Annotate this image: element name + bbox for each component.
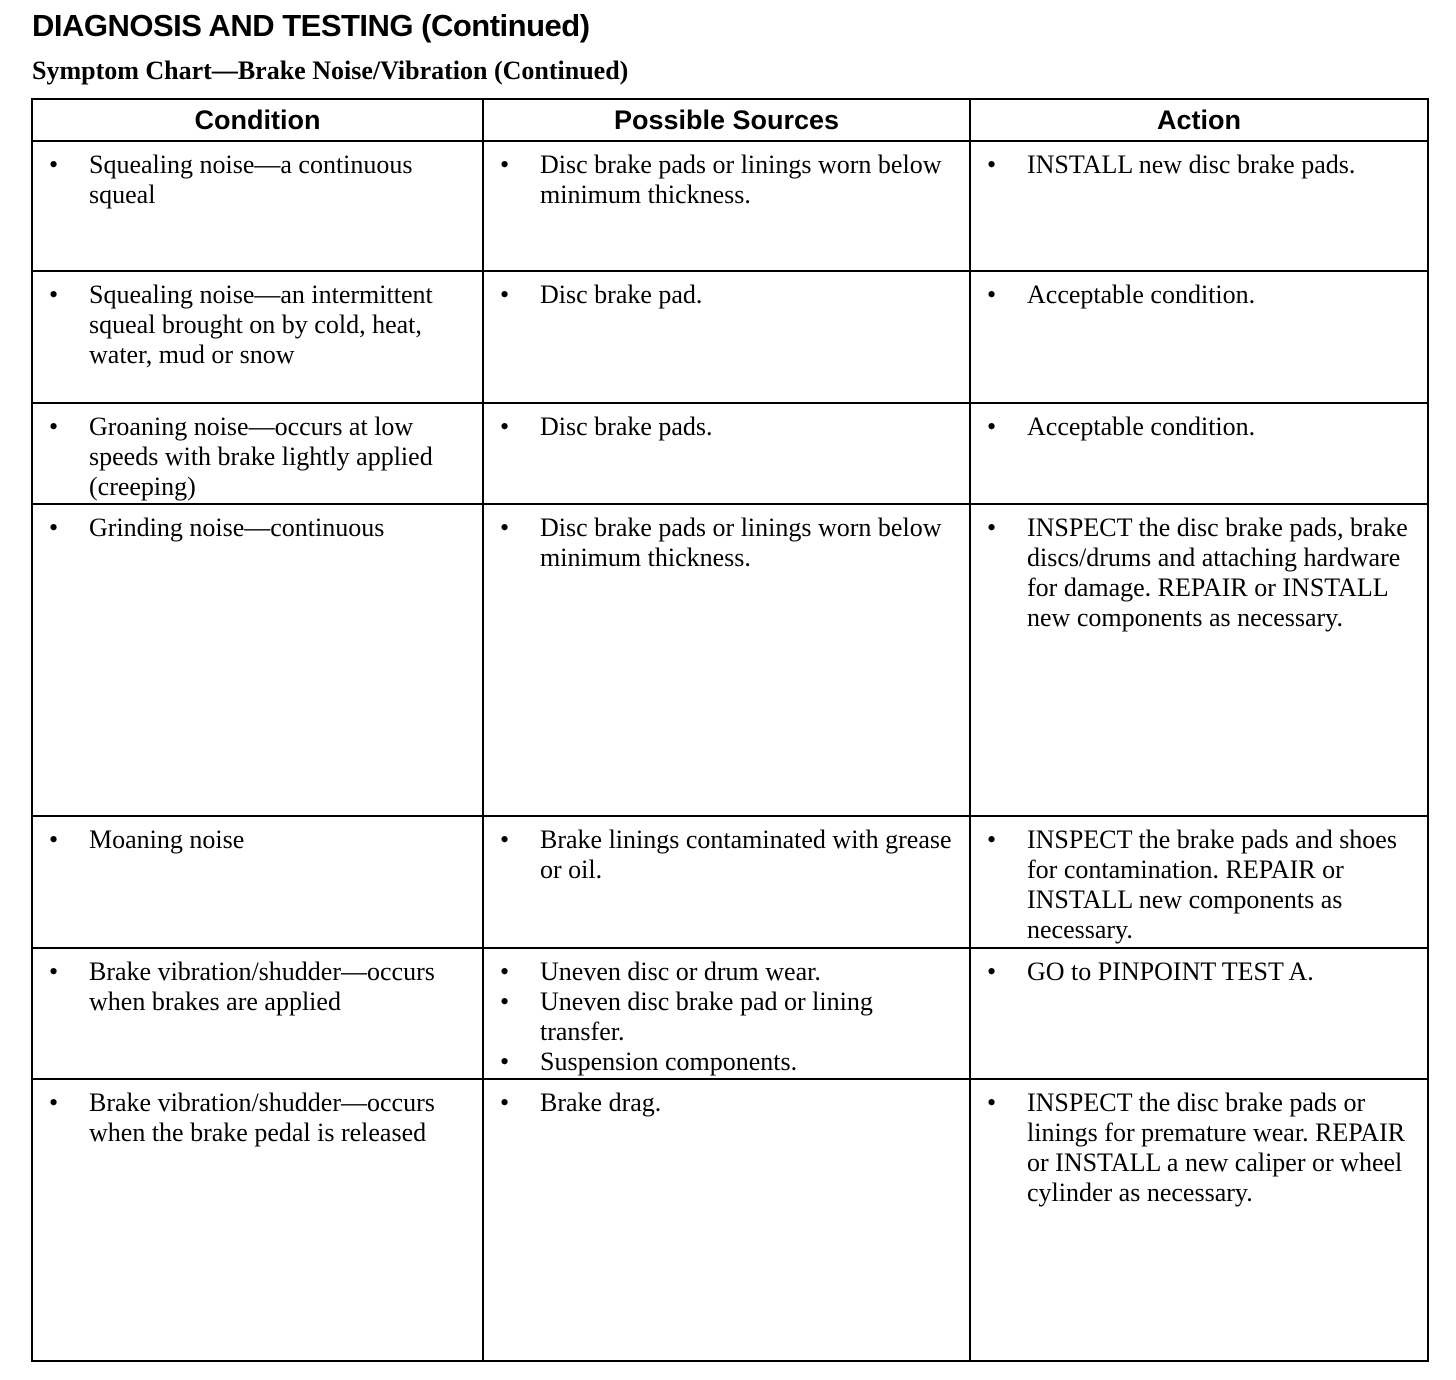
list-item: • INSPECT the disc brake pads or linings for premature wear. REPAIR or INSTALL a new caliper or wheel cylinder as necessary. xyxy=(987,1088,1419,1208)
action-cell xyxy=(970,141,1428,271)
list-item: • Brake vibration/shudder—occurs when the brake pedal is released xyxy=(49,1088,474,1148)
list-item: • Suspension components. xyxy=(500,1047,961,1077)
condition-cell xyxy=(32,816,483,948)
table-header-row xyxy=(32,99,1428,141)
table-row xyxy=(32,403,1428,504)
column-header-action: Action xyxy=(970,99,1428,141)
list-item: • INSPECT the disc brake pads, brake discs/drums and attaching hardware for damage. REPAIR or INSTALL new components as necessary. xyxy=(987,513,1419,633)
list-item: • Disc brake pads or linings worn below minimum thickness. xyxy=(500,513,961,573)
condition-cell xyxy=(32,403,483,504)
symptom-chart-table xyxy=(31,98,1429,1362)
action-cell xyxy=(970,948,1428,1079)
table-row xyxy=(32,141,1428,271)
chart-subtitle: Symptom Chart—Brake Noise/Vibration (Continued) xyxy=(32,56,629,85)
list-item: • INSTALL new disc brake pads. xyxy=(987,150,1419,180)
table-row xyxy=(32,271,1428,403)
column-header-possible-sources: Possible Sources xyxy=(483,99,970,141)
list-item: • Brake drag. xyxy=(500,1088,961,1118)
table-row xyxy=(32,1079,1428,1361)
list-item: • Brake vibration/shudder—occurs when brakes are applied xyxy=(49,957,474,1017)
list-item: • Uneven disc or drum wear. xyxy=(500,957,961,987)
sources-cell xyxy=(483,141,970,271)
action-cell xyxy=(970,403,1428,504)
sources-cell xyxy=(483,271,970,403)
list-item: • Disc brake pads or linings worn below minimum thickness. xyxy=(500,150,961,210)
list-item: • Squealing noise—an intermittent squeal brought on by cold, heat, water, mud or snow xyxy=(49,280,474,370)
list-item: • Disc brake pads. xyxy=(500,412,961,442)
list-item: • Brake linings contaminated with grease or oil. xyxy=(500,825,961,885)
table-row xyxy=(32,504,1428,816)
list-item: • Uneven disc brake pad or lining transfer. xyxy=(500,987,961,1047)
list-item: • Disc brake pad. xyxy=(500,280,961,310)
sources-cell xyxy=(483,1079,970,1361)
condition-cell xyxy=(32,948,483,1079)
action-cell xyxy=(970,271,1428,403)
list-item: • Squealing noise—a continuous squeal xyxy=(49,150,474,210)
condition-cell xyxy=(32,271,483,403)
list-item: • Acceptable condition. xyxy=(987,412,1419,442)
list-item: • INSPECT the brake pads and shoes for contamination. REPAIR or INSTALL new components as necessary. xyxy=(987,825,1419,945)
list-item: • Acceptable condition. xyxy=(987,280,1419,310)
sources-cell xyxy=(483,948,970,1079)
sources-cell xyxy=(483,504,970,816)
list-item: • Grinding noise—continuous xyxy=(49,513,474,543)
action-cell xyxy=(970,504,1428,816)
list-item: • Groaning noise—occurs at low speeds with brake lightly applied (creeping) xyxy=(49,412,474,502)
action-cell xyxy=(970,1079,1428,1361)
action-cell xyxy=(970,816,1428,948)
table-row xyxy=(32,816,1428,948)
sources-cell xyxy=(483,403,970,504)
page-title: DIAGNOSIS AND TESTING (Continued) xyxy=(32,8,590,43)
list-item: • Moaning noise xyxy=(49,825,474,855)
condition-cell xyxy=(32,504,483,816)
condition-cell xyxy=(32,141,483,271)
column-header-condition: Condition xyxy=(32,99,483,141)
condition-cell xyxy=(32,1079,483,1361)
table-row xyxy=(32,948,1428,1079)
sources-cell xyxy=(483,816,970,948)
list-item: • GO to PINPOINT TEST A. xyxy=(987,957,1419,987)
